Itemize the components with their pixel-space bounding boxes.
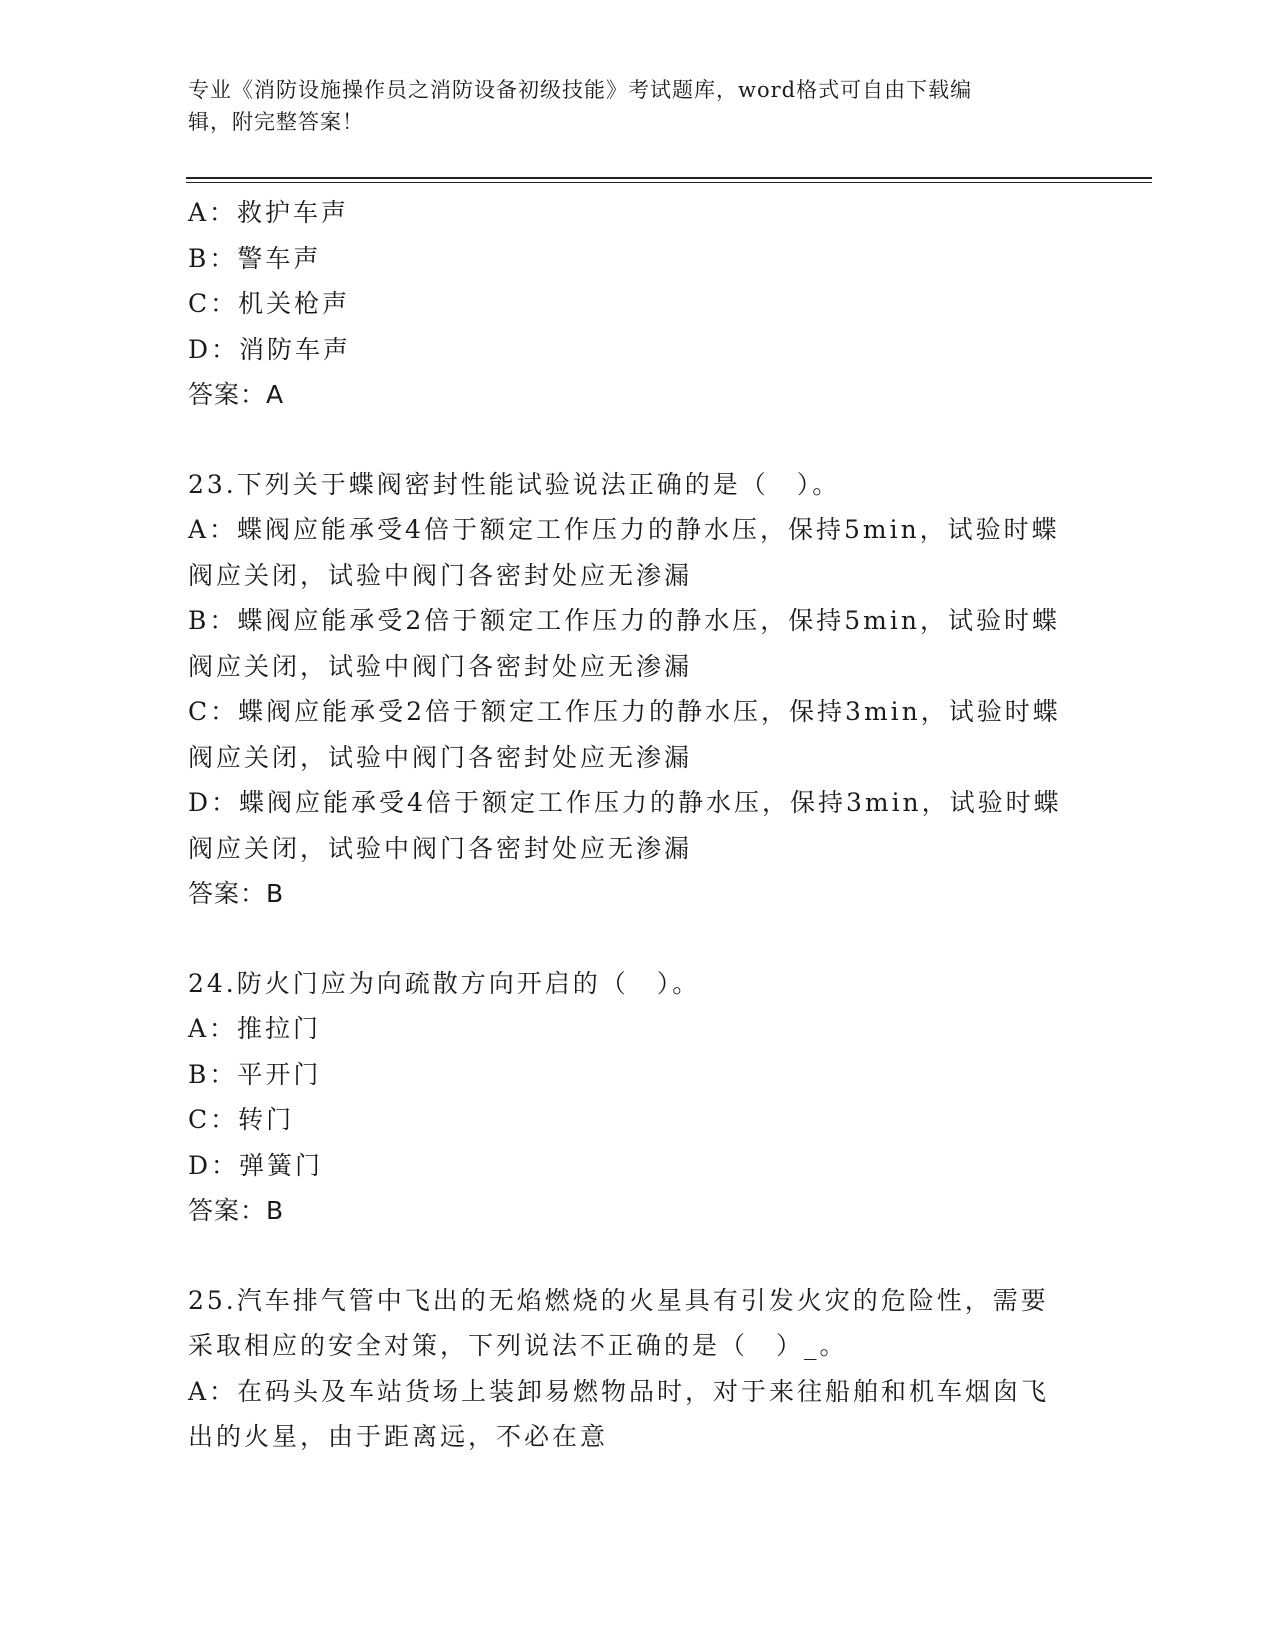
header-rule-thick <box>186 177 1152 179</box>
question-25 <box>188 1278 1088 1460</box>
option-d: D：弹簧门 <box>188 1150 324 1180</box>
option-d-line-2: 阀应关闭，试验中阀门各密封处应无渗漏 <box>188 833 693 863</box>
question-stem: 24.防火门应为向疏散方向开启的（ ）。 <box>188 968 701 998</box>
question-22 <box>188 190 1088 418</box>
header-line-2: 辑，附完整答案！ <box>188 110 364 134</box>
answer: 答案：A <box>188 380 285 409</box>
option-c-line-1: C：蝶阀应能承受2倍于额定工作压力的静水压，保持3min，试验时蝶 <box>188 697 1061 726</box>
option-a-line-2: 阀应关闭，试验中阀门各密封处应无渗漏 <box>188 560 693 590</box>
option-d-line-1: D：蝶阀应能承受4倍于额定工作压力的静水压，保持3min，试验时蝶 <box>188 788 1062 817</box>
option-d: D：消防车声 <box>188 334 352 364</box>
header-rule-thin <box>186 182 1152 183</box>
option-b-line-2: 阀应关闭，试验中阀门各密封处应无渗漏 <box>188 651 693 681</box>
question-stem-line-1: 25.汽车排气管中飞出的无焰燃烧的火星具有引发火灾的危险性，需要 <box>188 1285 1049 1315</box>
option-a: A：救护车声 <box>188 198 350 227</box>
option-a-line-1: A：在码头及车站货场上装卸易燃物品时，对于来往船舶和机车烟囱飞 <box>188 1376 1050 1406</box>
option-c: C：机关枪声 <box>188 289 351 318</box>
answer: 答案：B <box>188 879 285 908</box>
option-c-line-2: 阀应关闭，试验中阀门各密封处应无渗漏 <box>188 742 693 772</box>
answer: 答案：B <box>188 1196 285 1225</box>
option-c: C：转门 <box>188 1105 295 1134</box>
question-stem-line-2: 采取相应的安全对策，下列说法不正确的是（ ）_。 <box>188 1331 848 1360</box>
question-23 <box>188 462 1088 917</box>
option-a: A：推拉门 <box>188 1014 322 1043</box>
option-a-line-2: 出的火星，由于距离远，不必在意 <box>188 1422 609 1451</box>
document-header <box>188 74 1068 138</box>
question-list <box>188 190 1088 1460</box>
header-line-1: 专业《消防设施操作员之消防设备初级技能》考试题库，word格式可自由下载编 <box>188 78 973 102</box>
question-24 <box>188 961 1088 1234</box>
option-b: B：平开门 <box>188 1059 322 1089</box>
option-a-line-1: A：蝶阀应能承受4倍于额定工作压力的静水压，保持5min，试验时蝶 <box>188 515 1060 544</box>
option-b-line-1: B：蝶阀应能承受2倍于额定工作压力的静水压，保持5min，试验时蝶 <box>188 606 1060 635</box>
question-stem: 23.下列关于蝶阀密封性能试验说法正确的是（ ）。 <box>188 469 841 499</box>
option-b: B：警车声 <box>188 243 322 273</box>
